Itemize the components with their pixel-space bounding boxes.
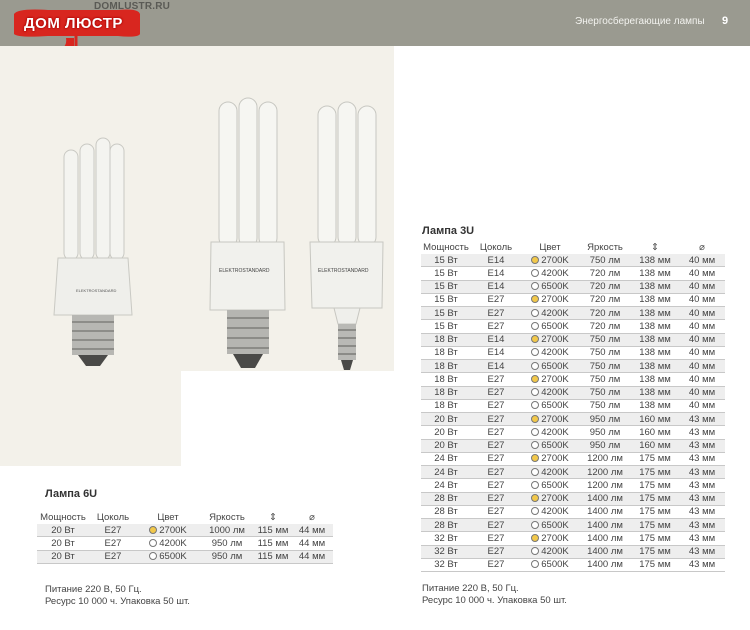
table-row	[421, 492, 725, 505]
logo-text: ДОМ ЛЮСТР	[24, 15, 123, 32]
table-row	[37, 537, 333, 550]
diameter-cell: 43 мм	[679, 558, 725, 571]
diameter-cell: 43 мм	[679, 479, 725, 492]
table-row	[421, 399, 725, 412]
table-6u-title: Лампа 6U	[45, 488, 98, 500]
power-cell: 28 Вт	[421, 505, 471, 518]
color-temperature: 2700K	[541, 413, 569, 425]
color-dot-icon	[531, 309, 539, 317]
brightness-cell: 720 лм	[579, 307, 631, 320]
table-row	[421, 558, 725, 571]
brightness-cell: 1200 лм	[579, 452, 631, 465]
base-cell: E27	[471, 492, 521, 505]
color-temperature: 2700K	[159, 524, 187, 536]
col-height-header: ⇕	[269, 512, 277, 523]
col-brightness-header: Яркость	[209, 512, 245, 523]
brightness-cell: 750 лм	[579, 386, 631, 399]
base-cell: E27	[471, 558, 521, 571]
brightness-cell: 950 лм	[579, 426, 631, 439]
height-cell: 138 мм	[631, 399, 679, 412]
color-temperature: 6500K	[541, 559, 569, 571]
base-cell: E27	[471, 532, 521, 545]
height-cell: 175 мм	[631, 519, 679, 532]
power-cell: 28 Вт	[421, 519, 471, 532]
power-cell: 15 Вт	[421, 320, 471, 333]
height-cell: 175 мм	[631, 558, 679, 571]
lamp-6u-label: ELEKTROSTANDARD	[76, 288, 117, 293]
base-cell: E27	[471, 426, 521, 439]
table-row	[421, 505, 725, 518]
color-cell	[521, 452, 579, 465]
color-cell	[521, 333, 579, 346]
color-temperature: 6500K	[159, 551, 187, 563]
table-header-row	[37, 511, 333, 524]
height-cell: 138 мм	[631, 360, 679, 373]
power-supply-note: Питание 220 В, 50 Гц.	[422, 583, 519, 594]
diameter-cell: 44 мм	[291, 537, 333, 550]
color-cell	[521, 360, 579, 373]
base-cell: E27	[471, 505, 521, 518]
color-cell	[521, 466, 579, 479]
base-cell: E27	[89, 537, 137, 550]
color-temperature: 6500K	[541, 519, 569, 531]
col-diameter-header: ⌀	[699, 242, 705, 253]
color-dot-icon	[531, 362, 539, 370]
base-cell: E27	[471, 545, 521, 558]
brightness-cell: 1400 лм	[579, 545, 631, 558]
brightness-cell: 750 лм	[579, 254, 631, 267]
power-cell: 15 Вт	[421, 267, 471, 280]
diameter-cell: 43 мм	[679, 452, 725, 465]
base-cell: E14	[471, 280, 521, 293]
color-dot-icon	[149, 539, 157, 547]
height-cell: 138 мм	[631, 333, 679, 346]
table-row	[421, 439, 725, 452]
height-cell: 175 мм	[631, 532, 679, 545]
color-temperature: 2700K	[541, 493, 569, 505]
col-color-header: Цвет	[157, 512, 179, 523]
power-cell: 20 Вт	[37, 550, 89, 563]
base-cell: E27	[89, 550, 137, 563]
power-cell: 32 Вт	[421, 545, 471, 558]
base-cell: E27	[471, 439, 521, 452]
brightness-cell: 950 лм	[579, 439, 631, 452]
diameter-cell: 40 мм	[679, 293, 725, 306]
height-cell: 138 мм	[631, 293, 679, 306]
lamp-3u-e14-label: ELEKTROSTANDARD	[318, 268, 369, 274]
base-cell: E14	[471, 360, 521, 373]
power-cell: 24 Вт	[421, 479, 471, 492]
diameter-cell: 44 мм	[291, 524, 333, 537]
color-temperature: 6500K	[541, 440, 569, 452]
diameter-cell: 43 мм	[679, 466, 725, 479]
color-dot-icon	[531, 256, 539, 264]
color-cell	[521, 492, 579, 505]
color-dot-icon	[531, 322, 539, 330]
color-temperature: 4200K	[541, 506, 569, 518]
height-cell: 138 мм	[631, 320, 679, 333]
power-cell: 32 Вт	[421, 532, 471, 545]
height-cell: 175 мм	[631, 492, 679, 505]
brightness-cell: 750 лм	[579, 333, 631, 346]
lamp-3u-e14-image	[304, 96, 389, 381]
diameter-cell: 40 мм	[679, 307, 725, 320]
diameter-cell: 40 мм	[679, 346, 725, 359]
color-dot-icon	[531, 428, 539, 436]
color-cell	[137, 537, 199, 550]
diameter-cell: 43 мм	[679, 545, 725, 558]
color-cell	[521, 346, 579, 359]
diameter-cell: 40 мм	[679, 386, 725, 399]
table-row	[421, 479, 725, 492]
base-cell: E27	[471, 320, 521, 333]
color-dot-icon	[531, 521, 539, 529]
brightness-cell: 720 лм	[579, 267, 631, 280]
table-row	[421, 532, 725, 545]
power-cell: 15 Вт	[421, 307, 471, 320]
base-cell: E27	[471, 479, 521, 492]
page-number: 9	[722, 15, 729, 27]
color-cell	[521, 439, 579, 452]
color-temperature: 4200K	[541, 267, 569, 279]
color-temperature: 6500K	[541, 360, 569, 372]
color-dot-icon	[531, 375, 539, 383]
brightness-cell: 1400 лм	[579, 492, 631, 505]
height-cell: 138 мм	[631, 386, 679, 399]
color-cell	[521, 479, 579, 492]
col-power-header: Мощность	[423, 242, 469, 253]
brightness-cell: 750 лм	[579, 346, 631, 359]
table-row	[421, 426, 725, 439]
color-dot-icon	[531, 454, 539, 462]
brightness-cell: 1400 лм	[579, 505, 631, 518]
color-temperature: 6500K	[541, 400, 569, 412]
color-dot-icon	[531, 468, 539, 476]
base-cell: E27	[471, 466, 521, 479]
color-dot-icon	[531, 547, 539, 555]
table-row	[421, 293, 725, 306]
diameter-cell: 40 мм	[679, 360, 725, 373]
color-dot-icon	[531, 441, 539, 449]
diameter-cell: 43 мм	[679, 426, 725, 439]
table-row	[421, 280, 725, 293]
power-cell: 18 Вт	[421, 333, 471, 346]
height-cell: 175 мм	[631, 479, 679, 492]
color-cell	[137, 524, 199, 537]
col-power-header: Мощность	[40, 512, 86, 523]
table-row	[421, 373, 725, 386]
diameter-cell: 43 мм	[679, 413, 725, 426]
power-cell: 18 Вт	[421, 386, 471, 399]
color-cell	[521, 545, 579, 558]
power-cell: 24 Вт	[421, 466, 471, 479]
brightness-cell: 1400 лм	[579, 519, 631, 532]
color-temperature: 2700K	[541, 373, 569, 385]
diameter-cell: 40 мм	[679, 320, 725, 333]
color-cell	[521, 254, 579, 267]
height-cell: 160 мм	[631, 413, 679, 426]
base-cell: E14	[471, 333, 521, 346]
table-row	[421, 254, 725, 267]
color-temperature: 2700K	[541, 334, 569, 346]
table-6u-section	[40, 488, 333, 608]
lifetime-note: Ресурс 10 000 ч. Упаковка 50 шт.	[422, 595, 567, 606]
base-cell: E27	[471, 307, 521, 320]
color-dot-icon	[531, 348, 539, 356]
base-cell: E27	[471, 293, 521, 306]
lamp-6u-icon	[48, 130, 138, 375]
power-cell: 20 Вт	[421, 439, 471, 452]
color-dot-icon	[531, 415, 539, 423]
table-row	[421, 346, 725, 359]
color-cell	[521, 413, 579, 426]
table-3u-title: Лампа 3U	[422, 225, 475, 237]
table-row	[37, 550, 333, 563]
height-cell: 115 мм	[255, 524, 291, 537]
power-cell: 18 Вт	[421, 346, 471, 359]
height-cell: 138 мм	[631, 307, 679, 320]
lifetime-note: Ресурс 10 000 ч. Упаковка 50 шт.	[45, 595, 190, 607]
lamp-3u-e27-label: ELEKTROSTANDARD	[219, 268, 270, 274]
color-dot-icon	[531, 295, 539, 303]
color-dot-icon	[531, 494, 539, 502]
color-dot-icon	[149, 526, 157, 534]
col-base-header: Цоколь	[479, 242, 513, 253]
height-cell: 115 мм	[255, 550, 291, 563]
color-temperature: 4200K	[541, 546, 569, 558]
brightness-cell: 950 лм	[579, 413, 631, 426]
logo-url: DOMLUSTR.RU	[94, 1, 171, 12]
color-cell	[521, 280, 579, 293]
brightness-cell: 950 лм	[199, 550, 255, 563]
power-cell: 15 Вт	[421, 280, 471, 293]
color-temperature: 2700K	[541, 532, 569, 544]
power-cell: 20 Вт	[421, 426, 471, 439]
brightness-cell: 750 лм	[579, 373, 631, 386]
power-cell: 18 Вт	[421, 373, 471, 386]
color-dot-icon	[531, 401, 539, 409]
diameter-cell: 40 мм	[679, 267, 725, 280]
table-header-row	[421, 241, 725, 254]
base-cell: E14	[471, 254, 521, 267]
diameter-cell: 43 мм	[679, 519, 725, 532]
brightness-cell: 750 лм	[579, 360, 631, 373]
color-cell	[521, 532, 579, 545]
power-cell: 15 Вт	[421, 293, 471, 306]
col-base-header: Цоколь	[96, 512, 130, 523]
power-cell: 18 Вт	[421, 399, 471, 412]
height-cell: 175 мм	[631, 466, 679, 479]
color-temperature: 4200K	[159, 537, 187, 549]
height-cell: 160 мм	[631, 439, 679, 452]
power-cell: 28 Вт	[421, 492, 471, 505]
table-row	[421, 386, 725, 399]
brightness-cell: 1400 лм	[579, 558, 631, 571]
brightness-cell: 720 лм	[579, 320, 631, 333]
diameter-cell: 40 мм	[679, 254, 725, 267]
height-cell: 138 мм	[631, 346, 679, 359]
height-cell: 175 мм	[631, 545, 679, 558]
diameter-cell: 40 мм	[679, 399, 725, 412]
power-cell: 24 Вт	[421, 452, 471, 465]
diameter-cell: 40 мм	[679, 333, 725, 346]
color-dot-icon	[149, 552, 157, 560]
diameter-cell: 43 мм	[679, 505, 725, 518]
color-dot-icon	[531, 282, 539, 290]
brightness-cell: 950 лм	[199, 537, 255, 550]
base-cell: E27	[471, 452, 521, 465]
brightness-cell: 1200 лм	[579, 479, 631, 492]
table-row	[421, 320, 725, 333]
power-cell: 20 Вт	[37, 537, 89, 550]
lamp-6u-image	[48, 130, 138, 375]
power-cell: 15 Вт	[421, 254, 471, 267]
lamp-3u-e27-image	[205, 92, 290, 380]
table-row	[37, 524, 333, 537]
color-dot-icon	[531, 507, 539, 515]
brightness-cell: 1200 лм	[579, 466, 631, 479]
power-cell: 18 Вт	[421, 360, 471, 373]
brightness-cell: 750 лм	[579, 399, 631, 412]
color-temperature: 2700K	[541, 254, 569, 266]
height-cell: 115 мм	[255, 537, 291, 550]
height-cell: 138 мм	[631, 280, 679, 293]
power-supply-note: Питание 220 В, 50 Гц.	[45, 583, 142, 595]
color-temperature: 2700K	[541, 294, 569, 306]
table-6u-note	[45, 584, 333, 608]
col-brightness-header: Яркость	[587, 242, 623, 253]
color-temperature: 6500K	[541, 281, 569, 293]
lamp-3u-e27-icon	[205, 92, 290, 380]
base-cell: E27	[471, 519, 521, 532]
diameter-cell: 43 мм	[679, 532, 725, 545]
lamp-3u-e14-icon	[304, 96, 389, 381]
brightness-cell: 1000 лм	[199, 524, 255, 537]
base-cell: E14	[471, 346, 521, 359]
table-row	[421, 413, 725, 426]
color-cell	[521, 320, 579, 333]
base-cell: E27	[471, 386, 521, 399]
color-cell	[521, 426, 579, 439]
color-dot-icon	[531, 335, 539, 343]
power-cell: 20 Вт	[37, 524, 89, 537]
color-cell	[521, 399, 579, 412]
height-cell: 160 мм	[631, 426, 679, 439]
color-cell	[521, 307, 579, 320]
table-3u-section	[422, 225, 725, 607]
color-temperature: 4200K	[541, 387, 569, 399]
color-cell	[521, 558, 579, 571]
height-cell: 175 мм	[631, 505, 679, 518]
base-cell: E27	[471, 373, 521, 386]
color-temperature: 4200K	[541, 347, 569, 359]
table-row	[421, 519, 725, 532]
color-temperature: 4200K	[541, 307, 569, 319]
diameter-cell: 40 мм	[679, 373, 725, 386]
table-row	[421, 466, 725, 479]
col-diameter-header: ⌀	[309, 512, 315, 523]
brightness-cell: 1400 лм	[579, 532, 631, 545]
brightness-cell: 720 лм	[579, 280, 631, 293]
table-3u-note	[422, 583, 725, 607]
brightness-cell: 720 лм	[579, 293, 631, 306]
height-cell: 138 мм	[631, 254, 679, 267]
color-temperature: 4200K	[541, 426, 569, 438]
diameter-cell: 43 мм	[679, 492, 725, 505]
color-dot-icon	[531, 481, 539, 489]
section-title: Энергосберегающие лампы	[575, 16, 705, 27]
color-temperature: 6500K	[541, 320, 569, 332]
base-cell: E27	[471, 413, 521, 426]
base-cell: E14	[471, 267, 521, 280]
color-temperature: 6500K	[541, 479, 569, 491]
color-temperature: 4200K	[541, 466, 569, 478]
height-cell: 138 мм	[631, 267, 679, 280]
table-3u	[421, 241, 725, 572]
base-cell: E27	[471, 399, 521, 412]
table-6u	[37, 511, 333, 564]
color-cell	[137, 550, 199, 563]
color-temperature: 2700K	[541, 453, 569, 465]
power-cell: 20 Вт	[421, 413, 471, 426]
col-height-header: ⇕	[651, 242, 659, 253]
color-dot-icon	[531, 269, 539, 277]
color-dot-icon	[531, 534, 539, 542]
color-cell	[521, 519, 579, 532]
table-row	[421, 267, 725, 280]
color-dot-icon	[531, 560, 539, 568]
color-cell	[521, 386, 579, 399]
height-cell: 138 мм	[631, 373, 679, 386]
table-row	[421, 545, 725, 558]
table-row	[421, 452, 725, 465]
power-cell: 32 Вт	[421, 558, 471, 571]
diameter-cell: 40 мм	[679, 280, 725, 293]
color-cell	[521, 267, 579, 280]
color-dot-icon	[531, 388, 539, 396]
col-color-header: Цвет	[539, 242, 561, 253]
color-cell	[521, 293, 579, 306]
table-row	[421, 333, 725, 346]
diameter-cell: 44 мм	[291, 550, 333, 563]
table-row	[421, 360, 725, 373]
color-cell	[521, 373, 579, 386]
diameter-cell: 43 мм	[679, 439, 725, 452]
color-cell	[521, 505, 579, 518]
base-cell: E27	[89, 524, 137, 537]
height-cell: 175 мм	[631, 452, 679, 465]
table-row	[421, 307, 725, 320]
